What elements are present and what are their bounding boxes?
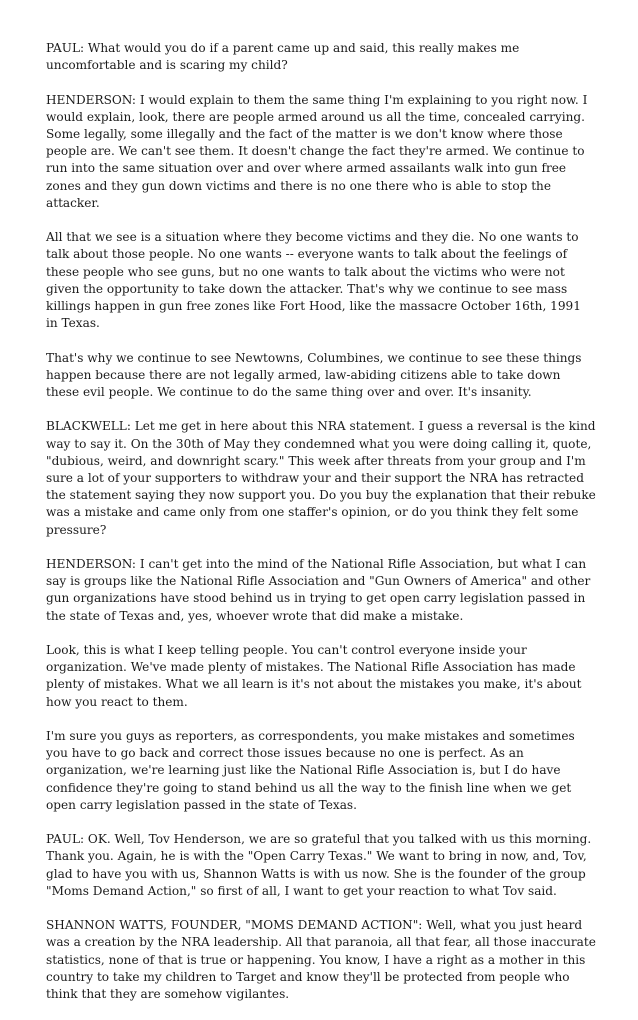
paragraph-newtowns: That's why we continue to see Newtowns, Columbines, we continue to see these things happen because there are not legally armed, law-abiding citizens able to take down these evil people. We continue to do the same thing over and over. It's insanity. xyxy=(46,350,582,400)
transcript-page xyxy=(46,40,596,1020)
paragraph-victims: All that we see is a situation where they become victims and they die. No one wants to talk about those people. No one wants -- everyone wants to talk about the feelings of these people who see guns, but no one wants to talk about the victims who were not given the opportunity to take down the attacker. That's why we continue to see mass killings happen in gun free zones like Fort Hood, like the massacre October 16th, 1991 in Texas. xyxy=(46,230,581,331)
paragraph-reporters: I'm sure you guys as reporters, as correspondents, you make mistakes and sometimes you have to go back and correct those issues because no one is perfect. As an organization, we're learning just like the National Rifle Association is, but I do have confidence they're going to stand behind us all the way to the finish line when we get open carry legislation passed in the state of Texas. xyxy=(46,729,575,812)
paragraph-henderson-nra: HENDERSON: I can't get into the mind of the National Rifle Association, but what I can say is groups like the National Rifle Association and "Gun Owners of America" and other gun organizations have stood behind us in trying to get open carry legislation passed in the state of Texas and, yes, whoever wrote that did make a mistake. xyxy=(46,557,591,623)
paragraph-mistakes: Look, this is what I keep telling people. You can't control everyone inside your organization. We've made plenty of mistakes. The National Rifle Association has made plenty of mistakes. What we all learn is it's not about the mistakes you make, it's about how you react to them. xyxy=(46,643,582,709)
paragraph-blackwell-nra: BLACKWELL: Let me get in here about this NRA statement. I guess a reversal is the kind way to say it. On the 30th of May they condemned what you were doing calling it, quote, "dubious, weird, and downright scary." This week after threats from your group and I'm sure a lot of your supporters to withdraw your and their support the NRA has retracted the statement saying they now support you. Do you buy the explanation that their rebuke was a mistake and came only from one staffer's opinion, or do you think they felt some pressure? xyxy=(46,419,596,537)
paragraph-paul-question: PAUL: What would you do if a parent came up and said, this really makes me uncomfortable and is scaring my child? xyxy=(46,41,520,73)
paragraph-henderson-explain: HENDERSON: I would explain to them the same thing I'm explaining to you right now. I would explain, look, there are people armed around us all the time, concealed carrying. Some legally, some illegally and the fact of the matter is we don't know where those people are. We can't see them. It doesn't change the fact they're armed. We continue to run into the same situation over and over where armed assailants walk into gun free zones and they gun down victims and there is no one there who is able to stop the attacker. xyxy=(46,92,588,210)
paragraph-watts-reaction: SHANNON WATTS, FOUNDER, "MOMS DEMAND ACTION": Well, what you just heard was a creation by the NRA leadership. All that paranoia, all that fear, all those inaccurate statistics, none of that is true or happening. You know, I have a right as a mother in this country to take my children to Target and know they'll be protected from people who think that they are somehow vigilantes. xyxy=(46,918,596,1002)
paragraph-paul-thanks: PAUL: OK. Well, Tov Henderson, we are so grateful that you talked with us this morning. Thank you. Again, he is with the "Open Carry Texas." We want to bring in now, and, Tov, glad to have you with us, Shannon Watts is with us now. She is the founder of the group "Moms Demand Action," so first of all, I want to get your reaction to what Tov said. xyxy=(46,832,592,898)
